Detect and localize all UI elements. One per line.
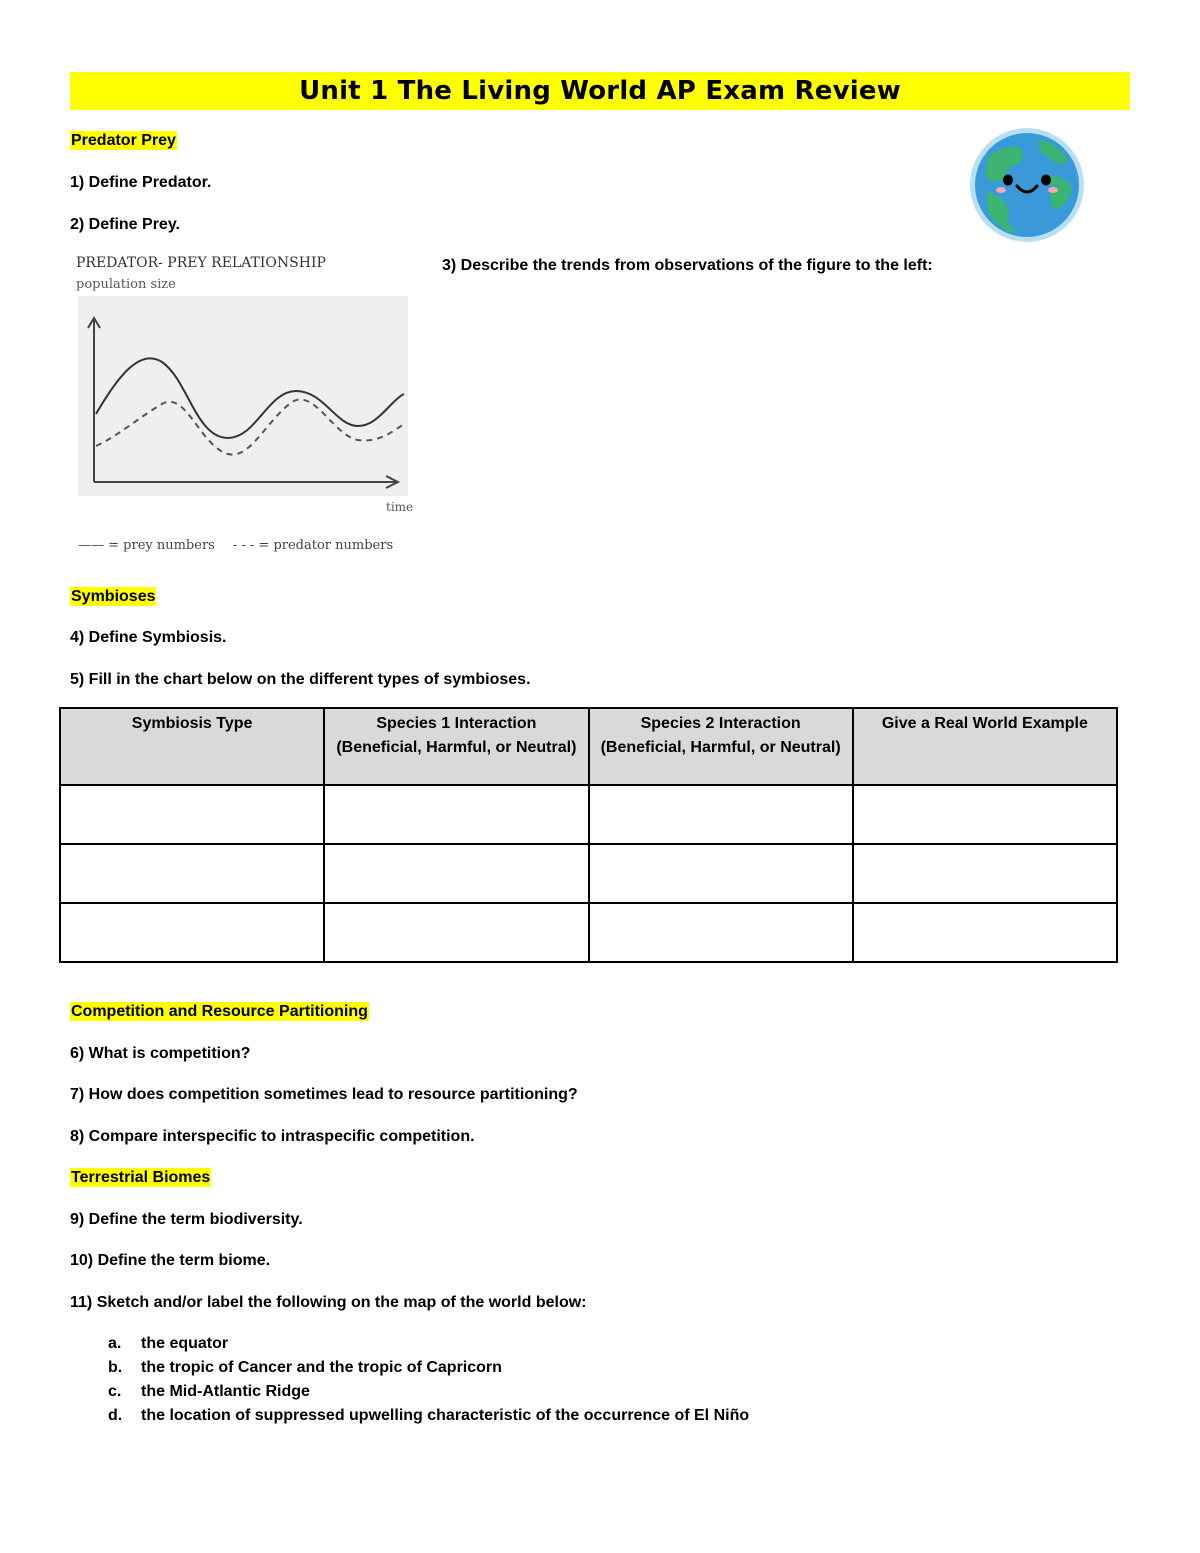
figure-x-label: time <box>386 500 414 514</box>
list-item: c. the Mid-Atlantic Ridge <box>108 1383 310 1400</box>
table-cell[interactable] <box>60 844 324 903</box>
question-3: 3) Describe the trends from observations of the figure to the left: <box>442 257 933 274</box>
table-cell[interactable] <box>853 844 1117 903</box>
question-6: 6) What is competition? <box>70 1045 251 1062</box>
title-bar <box>70 72 1130 110</box>
section-heading-symbioses: Symbioses <box>71 588 156 605</box>
table-row <box>60 844 1117 903</box>
smiling-earth-icon <box>968 126 1086 244</box>
table-cell[interactable] <box>324 903 588 962</box>
table-header-row <box>60 708 1117 785</box>
question-4: 4) Define Symbiosis. <box>70 629 227 646</box>
table-cell[interactable] <box>589 903 853 962</box>
table-cell[interactable] <box>324 785 588 844</box>
question-11: 11) Sketch and/or label the following on the map of the world below: <box>70 1294 587 1311</box>
list-item: b. the tropic of Cancer and the tropic of Capricorn <box>108 1359 502 1376</box>
question-5: 5) Fill in the chart below on the different types of symbioses. <box>70 671 531 688</box>
table-row <box>60 785 1117 844</box>
figure-plot <box>78 296 408 496</box>
predator-prey-figure <box>74 252 420 557</box>
table-cell[interactable] <box>853 903 1117 962</box>
question-2: 2) Define Prey. <box>70 216 180 233</box>
header-example: Give a Real World Example <box>853 708 1117 785</box>
page-title: Unit 1 The Living World AP Exam Review <box>299 76 901 106</box>
header-symbiosis-type: Symbiosis Type <box>60 708 324 785</box>
question-10: 10) Define the term biome. <box>70 1252 271 1269</box>
question-8: 8) Compare interspecific to intraspecific competition. <box>70 1128 475 1145</box>
figure-title: PREDATOR- PREY RELATIONSHIP <box>76 255 326 271</box>
list-item: d. the location of suppressed upwelling characteristic of the occurrence of El Niño <box>108 1407 750 1424</box>
figure-y-label: population size <box>76 277 176 292</box>
question-1: 1) Define Predator. <box>70 174 212 191</box>
list-item: a. the equator <box>108 1335 229 1352</box>
question-9: 9) Define the term biodiversity. <box>70 1211 303 1228</box>
table-cell[interactable] <box>589 785 853 844</box>
header-species-2: Species 2 Interaction (Beneficial, Harmful, or Neutral) <box>589 708 853 785</box>
section-heading-biomes: Terrestrial Biomes <box>71 1169 211 1186</box>
table-cell[interactable] <box>60 903 324 962</box>
table-cell[interactable] <box>589 844 853 903</box>
legend-predator: - - - = predator numbers <box>232 538 394 553</box>
header-species-1: Species 1 Interaction (Beneficial, Harmful, or Neutral) <box>324 708 588 785</box>
question-7: 7) How does competition sometimes lead to resource partitioning? <box>70 1086 578 1103</box>
table-cell[interactable] <box>324 844 588 903</box>
section-heading-predator-prey: Predator Prey <box>71 132 176 149</box>
table-row <box>60 903 1117 962</box>
symbioses-table <box>59 707 1118 963</box>
legend-prey: —— = prey numbers <box>78 538 215 553</box>
figure-legend <box>78 538 393 553</box>
section-heading-competition: Competition and Resource Partitioning <box>71 1003 368 1020</box>
table-cell[interactable] <box>853 785 1117 844</box>
table-cell[interactable] <box>60 785 324 844</box>
